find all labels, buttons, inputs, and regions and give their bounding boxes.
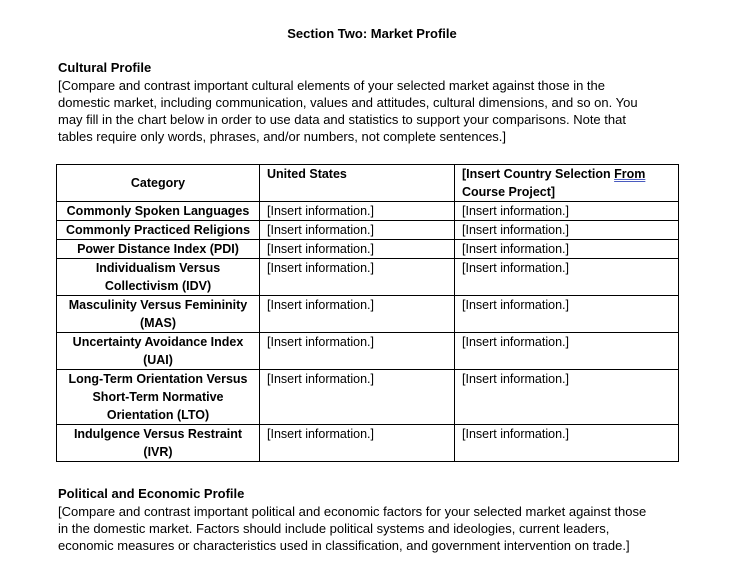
- selected-country-cell[interactable]: [Insert information.]: [455, 296, 679, 333]
- table-row: [57, 221, 679, 240]
- page-title: Section Two: Market Profile: [287, 26, 457, 41]
- category-cell: Masculinity Versus Femininity (MAS): [57, 296, 260, 333]
- selected-country-cell[interactable]: [Insert information.]: [455, 333, 679, 370]
- cultural-line: domestic market, including communication, values and attitudes, cultural dimensions, and so on. You: [58, 95, 638, 110]
- selected-country-cell[interactable]: [Insert information.]: [455, 259, 679, 296]
- cultural-profile-heading: Cultural Profile: [58, 60, 152, 75]
- cultural-line: [Compare and contrast important cultural elements of your selected market against those in the: [58, 78, 606, 93]
- cultural-comparison-table: [56, 164, 679, 462]
- cultural-line: tables require only words, phrases, and/or numbers, not complete sentences.]: [58, 129, 507, 144]
- category-cell: Uncertainty Avoidance Index (UAI): [57, 333, 260, 370]
- us-cell[interactable]: [Insert information.]: [260, 296, 455, 333]
- header-category: Category: [57, 165, 260, 202]
- political-profile-heading: Political and Economic Profile: [58, 486, 245, 501]
- political-line: economic measures or characteristics used in classification, and government intervention on trade.]: [58, 538, 630, 553]
- us-cell[interactable]: [Insert information.]: [260, 259, 455, 296]
- table-row: [57, 425, 679, 462]
- us-cell[interactable]: [Insert information.]: [260, 370, 455, 425]
- us-cell[interactable]: [Insert information.]: [260, 202, 455, 221]
- selected-country-cell[interactable]: [Insert information.]: [455, 221, 679, 240]
- us-cell[interactable]: [Insert information.]: [260, 221, 455, 240]
- table-row: [57, 296, 679, 333]
- political-line: in the domestic market. Factors should include political systems and ideologies, current leaders,: [58, 521, 610, 536]
- header-selected-prefix: [Insert Country Selection: [462, 167, 615, 181]
- us-cell[interactable]: [Insert information.]: [260, 425, 455, 462]
- table-row: [57, 202, 679, 221]
- category-cell: Long-Term Orientation Versus Short-Term Normative Orientation (LTO): [57, 370, 260, 425]
- political-line: [Compare and contrast important political and economic factors for your selected market against those: [58, 504, 647, 519]
- table-row: [57, 333, 679, 370]
- table-row: [57, 259, 679, 296]
- category-cell: Commonly Spoken Languages: [57, 202, 260, 221]
- category-cell: Individualism Versus Collectivism (IDV): [57, 259, 260, 296]
- selected-country-cell[interactable]: [Insert information.]: [455, 240, 679, 259]
- selected-country-cell[interactable]: [Insert information.]: [455, 202, 679, 221]
- header-selected-country: [455, 165, 679, 202]
- table-row: [57, 370, 679, 425]
- table-row: [57, 240, 679, 259]
- category-cell: Indulgence Versus Restraint (IVR): [57, 425, 260, 462]
- table-header-row: [57, 165, 679, 202]
- us-cell[interactable]: [Insert information.]: [260, 240, 455, 259]
- selected-country-cell[interactable]: [Insert information.]: [455, 370, 679, 425]
- political-profile-instructions: [58, 503, 688, 554]
- us-cell[interactable]: [Insert information.]: [260, 333, 455, 370]
- cultural-line: may fill in the chart below in order to use data and statistics to support your comparisons. Note that: [58, 112, 626, 127]
- cultural-profile-instructions: [58, 77, 688, 145]
- selected-country-cell[interactable]: [Insert information.]: [455, 425, 679, 462]
- category-cell: Commonly Practiced Religions: [57, 221, 260, 240]
- header-united-states: United States: [260, 165, 455, 202]
- category-cell: Power Distance Index (PDI): [57, 240, 260, 259]
- header-selected-suffix: Course Project]: [462, 185, 556, 199]
- spellcheck-word: From: [614, 167, 646, 181]
